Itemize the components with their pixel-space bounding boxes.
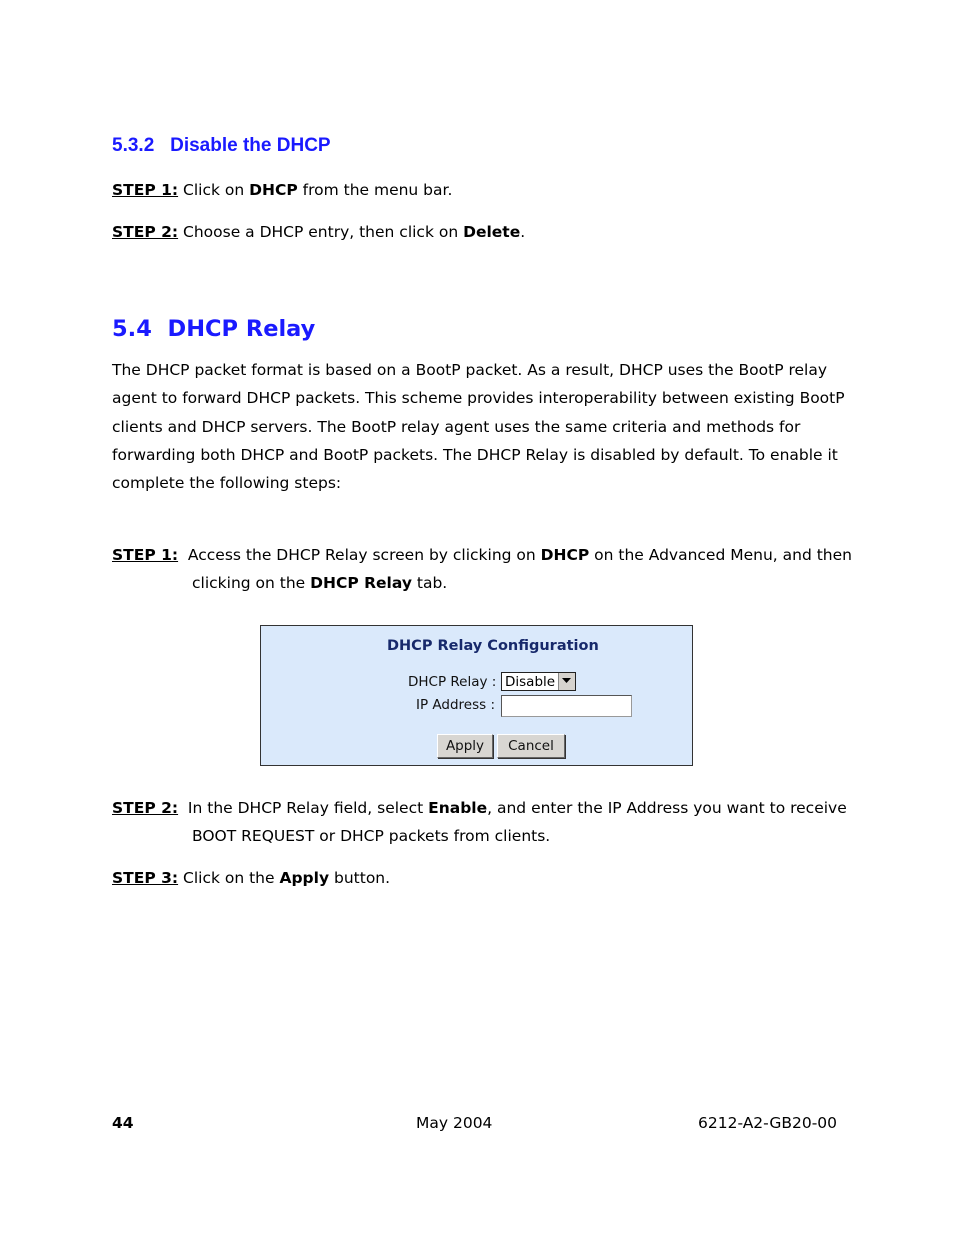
step-text: clicking on the [192,574,311,592]
step-text: Access the DHCP Relay screen by clicking on [178,546,541,564]
apply-button[interactable]: Apply [437,734,493,758]
dhcp-relay-label: DHCP Relay : [408,674,497,690]
step-bold: Delete [463,223,521,241]
section-number: 5.3.2 [112,135,155,156]
section-title: DHCP Relay [167,316,316,342]
step-text: Click on [178,181,250,199]
step-label: STEP 1: [112,546,179,564]
step-text: , and enter the IP Address you want to receive [487,799,847,817]
relay-step-3 [112,868,390,888]
cancel-button[interactable]: Cancel [497,734,565,758]
ip-address-label: IP Address : [416,697,496,713]
footer-doc-id: 6212-A2-GB20-00 [698,1114,838,1132]
relay-step-2-continued: BOOT REQUEST or DHCP packets from clients. [192,827,551,845]
step-text: tab. [411,574,448,592]
step-label: STEP 2: [112,799,179,817]
panel-title: DHCP Relay Configuration [387,638,599,654]
step-bold: DHCP Relay [310,574,412,592]
relay-step-1-continued [192,573,447,593]
step-bold: Enable [428,799,488,817]
section-heading-5-4 [112,316,315,342]
section-title: Disable the DHCP [170,135,331,156]
step-text: from the menu bar. [297,181,453,199]
dhcp-relay-select[interactable] [501,672,576,691]
step-bold: DHCP [249,181,298,199]
step-bold: DHCP [540,546,590,564]
step-text: Choose a DHCP entry, then click on [178,223,464,241]
relay-step-2 [112,798,847,818]
section-heading-5-3-2 [112,135,331,157]
step-bold: Apply [279,869,330,887]
section-number: 5.4 [112,316,152,342]
intro-paragraph: The DHCP packet format is based on a BootP packet. As a result, DHCP uses the BootP relay agent to forward DHCP packets. This scheme provides interoperability between existing BootP clients and DHCP servers. The BootP relay agent uses the same criteria and methods for forwarding both DHCP and BootP packets. The DHCP Relay is disabled by default. To enable it complete the following steps: [112,361,845,493]
disable-step-1 [112,180,452,200]
step-text: In the DHCP Relay field, select [178,799,429,817]
step-label: STEP 3: [112,869,179,887]
step-label: STEP 1: [112,181,179,199]
chevron-down-icon [562,678,571,684]
step-text: on the Advanced Menu, and then [589,546,852,564]
step-text: Click on the [178,869,280,887]
ip-address-input[interactable] [501,695,632,717]
footer-date: May 2004 [416,1114,493,1132]
step-text: button. [329,869,391,887]
dhcp-relay-config-panel [260,625,693,766]
disable-step-2 [112,222,525,242]
step-label: STEP 2: [112,223,179,241]
page-number: 44 [112,1114,134,1132]
dropdown-arrow-button[interactable] [558,673,575,690]
relay-step-1 [112,545,852,565]
step-text: . [520,223,526,241]
dhcp-relay-selected-value: Disable [505,674,556,690]
